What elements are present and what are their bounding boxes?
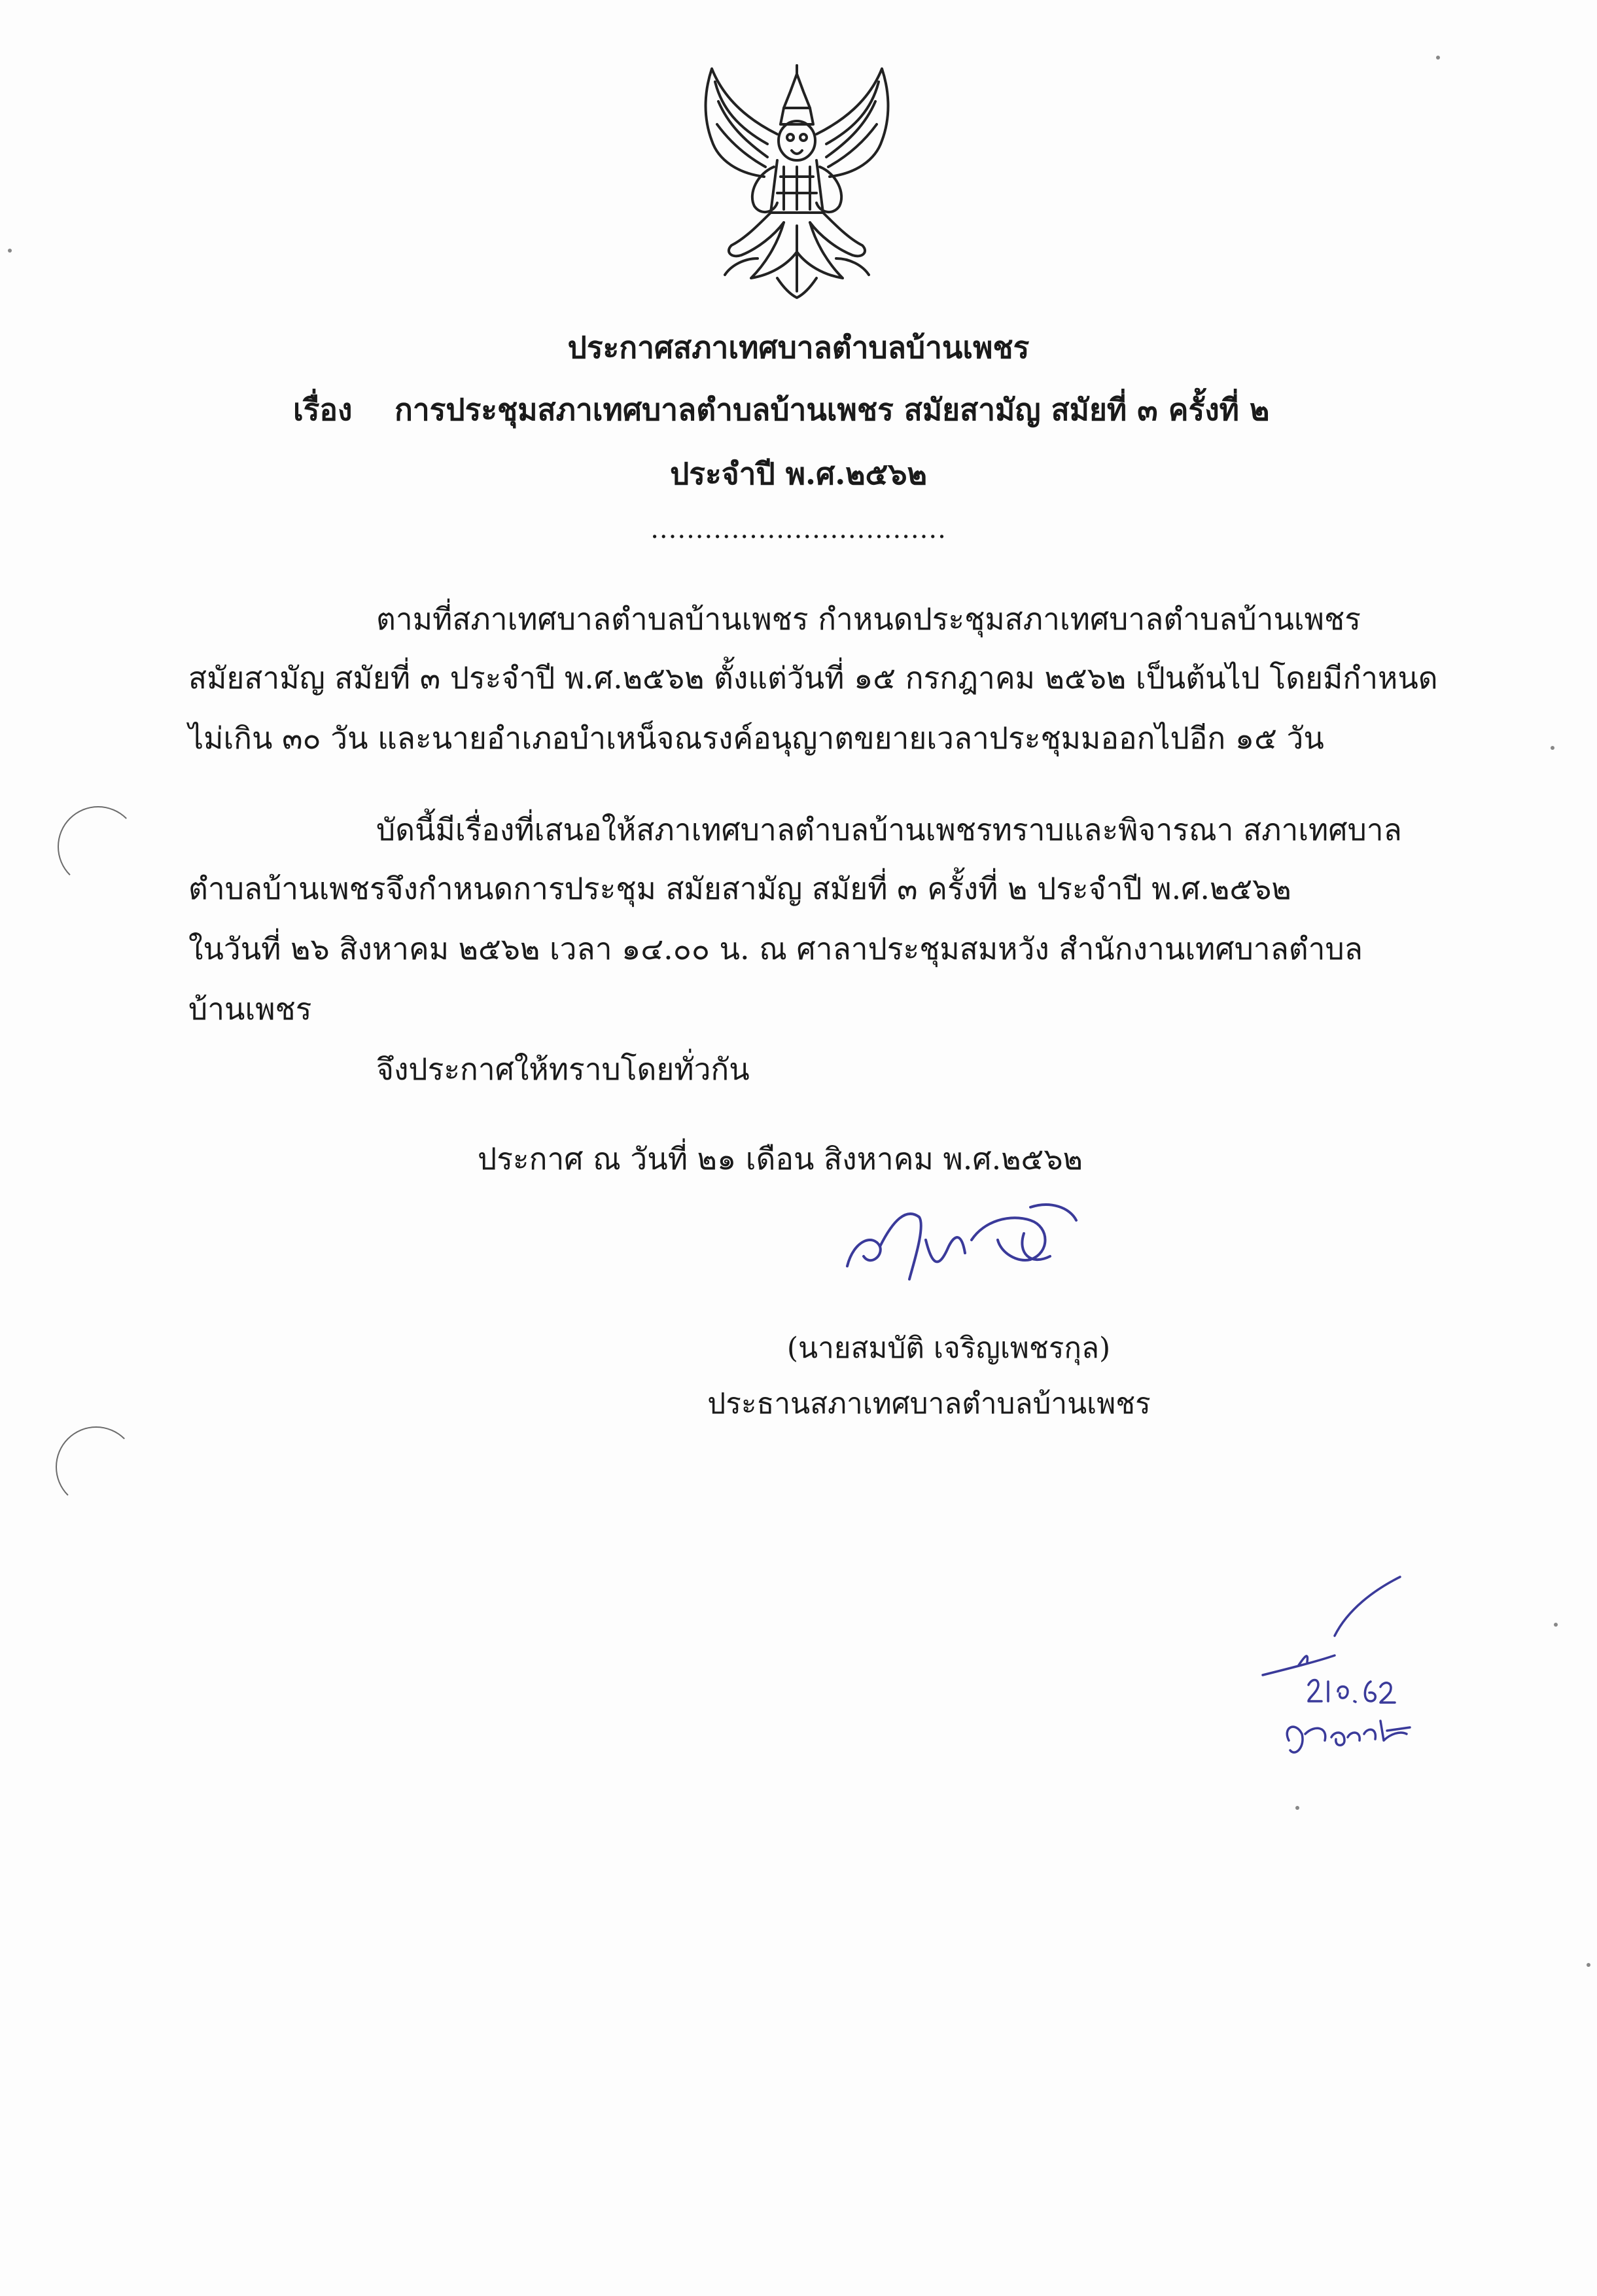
signature-icon	[834, 1194, 1096, 1292]
garuda-emblem-icon	[686, 62, 908, 304]
signatory-position: ประธานสภาเทศบาลตำบลบ้านเพชร	[707, 1387, 1151, 1421]
handwritten-annotation-icon	[1250, 1570, 1472, 1780]
subject-line	[293, 386, 1269, 434]
scan-speck	[1551, 746, 1554, 750]
subject-label: เรื่อง	[293, 392, 353, 427]
separator-dots: .................................	[650, 514, 947, 544]
p2-line-3: ในวันที่ ๒๖ สิงหาคม ๒๕๖๒ เวลา ๑๔.๐๐ น. ณ ศาลาประชุมสมหวัง สำนักงานเทศบาลตำบล	[188, 931, 1363, 966]
p1-line-3: ไม่เกิน ๓๐ วัน และนายอำเภอบำเหน็จณรงค์อนุญาตขยายเวลาประชุมมออกไปอีก ๑๕ วัน	[188, 720, 1324, 756]
p2-line-2: ตำบลบ้านเพชรจึงกำหนดการประชุม สมัยสามัญ สมัยที่ ๓ ครั้งที่ ๒ ประจำปี พ.ศ.๒๕๖๒	[188, 871, 1291, 906]
p1-line-1: ตามที่สภาเทศบาลตำบลบ้านเพชร กำหนดประชุมสภาเทศบาลตำบลบ้านเพชร	[376, 601, 1361, 637]
punch-hole-top	[58, 806, 139, 887]
scan-speck	[1587, 1963, 1590, 1967]
signatory-name: (นายสมบัติ เจริญเพชรกุล)	[786, 1332, 1111, 1365]
announce-date: ประกาศ ณ วันที่ ๒๑ เดือน สิงหาคม พ.ศ.๒๕๖๒	[478, 1141, 1083, 1176]
p2-line-1: บัดนี้มีเรื่องที่เสนอให้สภาเทศบาลตำบลบ้านเพชรทราบและพิจารณา สภาเทศบาล	[376, 812, 1402, 847]
scan-speck	[8, 249, 12, 253]
scan-speck	[1554, 1623, 1558, 1627]
p1-line-2: สมัยสามัญ สมัยที่ ๓ ประจำปี พ.ศ.๒๕๖๒ ตั้งแต่วันที่ ๑๕ กรกฎาคม ๒๕๖๒ เป็นต้นไป โดยมีกำหนด	[188, 660, 1438, 696]
closing-line: จึงประกาศให้ทราบโดยทั่วกัน	[376, 1051, 750, 1087]
subject-text: การประชุมสภาเทศบาลตำบลบ้านเพชร สมัยสามัญ สมัยที่ ๓ ครั้งที่ ๒	[395, 392, 1270, 427]
scan-speck	[1295, 1806, 1299, 1810]
announcement-title: ประกาศสภาเทศบาลตำบลบ้านเพชร	[567, 330, 1030, 365]
p2-line-4: บ้านเพชร	[188, 991, 312, 1027]
year-line: ประจำปี พ.ศ.๒๕๖๒	[670, 456, 927, 491]
scan-speck	[1436, 56, 1440, 60]
punch-hole-bottom	[56, 1426, 137, 1508]
